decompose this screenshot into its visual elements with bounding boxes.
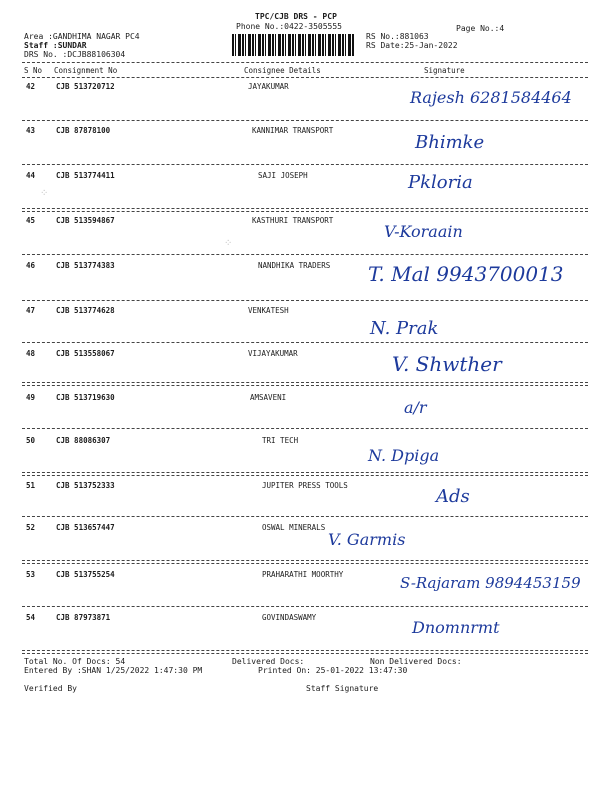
total-docs: Total No. Of Docs: 54	[24, 657, 126, 666]
row-divider	[22, 382, 588, 386]
row-sno: 43	[26, 126, 36, 135]
drs-number: DRS No. :DCJB88106304	[24, 50, 126, 59]
row-consignee: JAYAKUMAR	[248, 82, 289, 91]
row-consignment: CJB 513774411	[56, 171, 115, 180]
row-consignee: AMSAVENI	[250, 393, 287, 402]
row-divider	[22, 560, 588, 564]
row-consignment: CJB 513755254	[56, 570, 115, 579]
printed-on: Printed On: 25-01-2022 13:47:30	[258, 666, 408, 675]
phone-number: Phone No.:0422-3505555	[236, 22, 342, 31]
row-signature: S-Rajaram 9894453159	[400, 574, 581, 592]
row-consignee: VIJAYAKUMAR	[248, 349, 298, 358]
row-divider	[22, 428, 588, 429]
row-divider	[22, 606, 588, 607]
row-consignment: CJB 513594867	[56, 216, 115, 225]
row-divider	[22, 120, 588, 121]
row-consignment: CJB 513720712	[56, 82, 115, 91]
row-signature: V. Shwther	[392, 352, 502, 376]
row-sno: 42	[26, 82, 36, 91]
row-sno: 50	[26, 436, 36, 445]
row-consignment: CJB 513558067	[56, 349, 115, 358]
row-consignment: CJB 513774383	[56, 261, 115, 270]
column-signature: Signature	[424, 66, 465, 75]
row-signature: Pkloria	[408, 172, 473, 193]
row-consignment: CJB 513657447	[56, 523, 115, 532]
row-signature: Ads	[436, 486, 470, 507]
row-consignment: CJB 88086307	[56, 436, 111, 445]
document-title: TPC/CJB DRS - PCP	[255, 12, 337, 21]
row-sno: 47	[26, 306, 36, 315]
area-label: Area :GANDHIMA NAGAR PC4	[24, 32, 140, 41]
row-sno: 52	[26, 523, 36, 532]
row-consignment: CJB 87973871	[56, 613, 111, 622]
barcode	[232, 34, 354, 56]
row-signature: Bhimke	[415, 132, 485, 153]
row-consignee: TRI TECH	[262, 436, 299, 445]
rs-number: RS No.:881063	[366, 32, 429, 41]
column-consignee: Consignee Details	[244, 66, 321, 75]
row-sno: 44	[26, 171, 36, 180]
scan-smudge: ⁘	[224, 238, 233, 249]
row-divider	[22, 650, 588, 654]
row-divider	[22, 472, 588, 476]
row-signature: N. Prak	[370, 318, 439, 339]
row-divider	[22, 254, 588, 255]
row-sno: 46	[26, 261, 36, 270]
row-consignee: SAJI JOSEPH	[258, 171, 308, 180]
verified-by: Verified By	[24, 684, 77, 693]
row-sno: 54	[26, 613, 36, 622]
header-rule-top	[22, 62, 588, 63]
delivered-docs: Delivered Docs:	[232, 657, 305, 666]
row-consignee: NANDHIKA TRADERS	[258, 261, 331, 270]
row-consignee: VENKATESH	[248, 306, 289, 315]
row-signature: Rajesh 6281584464	[410, 88, 572, 107]
row-divider	[22, 300, 588, 301]
column-sno: S No	[24, 66, 43, 75]
row-sno: 45	[26, 216, 36, 225]
row-consignee: JUPITER PRESS TOOLS	[262, 481, 348, 490]
row-consignee: PRAHARATHI MOORTHY	[262, 570, 344, 579]
row-consignment: CJB 513719630	[56, 393, 115, 402]
row-signature: N. Dpiga	[368, 446, 440, 465]
row-sno: 48	[26, 349, 36, 358]
header-rule-bottom	[22, 77, 588, 78]
row-divider	[22, 516, 588, 517]
row-consignment: CJB 87878100	[56, 126, 111, 135]
row-signature: V-Koraain	[384, 222, 463, 241]
row-consignee: KASTHURI TRANSPORT	[252, 216, 334, 225]
row-divider	[22, 208, 588, 212]
scan-smudge: ⁘	[40, 188, 49, 199]
page-number: Page No.:4	[456, 24, 505, 33]
row-sno: 53	[26, 570, 36, 579]
row-consignee: GOVINDASWAMY	[262, 613, 317, 622]
row-consignee: KANNIMAR TRANSPORT	[252, 126, 334, 135]
entered-by: Entered By :SHAN 1/25/2022 1:47:30 PM	[24, 666, 203, 675]
row-signature: T. Mal 9943700013	[368, 262, 564, 286]
row-divider	[22, 164, 588, 165]
row-signature: V. Garmis	[328, 530, 406, 549]
staff-signature: Staff Signature	[306, 684, 379, 693]
row-divider	[22, 342, 588, 343]
row-consignment: CJB 513752333	[56, 481, 115, 490]
non-delivered-docs: Non Delivered Docs:	[370, 657, 462, 666]
rs-date: RS Date:25-Jan-2022	[366, 41, 458, 50]
column-consignment: Consignment No	[54, 66, 118, 75]
row-signature: Dnomnrmt	[412, 618, 500, 637]
row-signature: a/r	[404, 398, 427, 417]
row-sno: 49	[26, 393, 36, 402]
row-consignment: CJB 513774628	[56, 306, 115, 315]
staff-label: Staff :SUNDAR	[24, 41, 87, 50]
row-sno: 51	[26, 481, 36, 490]
row-consignee: OSWAL MINERALS	[262, 523, 326, 532]
